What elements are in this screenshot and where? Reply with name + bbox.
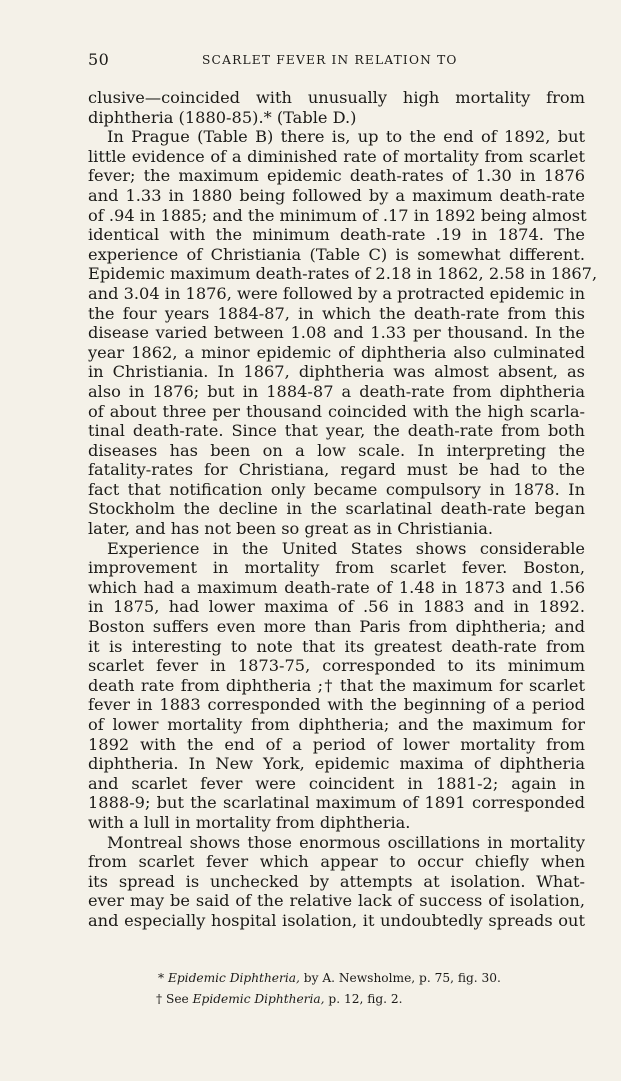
- text-line: which had a maximum death-rate of 1.48 in 1873 and 1.56: [88, 577, 585, 597]
- text-line: 1888-9; but the scarlatinal maximum of 1891 corresponded: [88, 793, 585, 813]
- footnote-2-marker: †: [156, 992, 163, 1006]
- text-line: from scarlet fever which appear to occur chiefly when: [88, 852, 585, 872]
- text-line: little evidence of a diminished rate of mortality from scarlet: [88, 146, 585, 166]
- text-line: fever in 1883 corresponded with the beginning of a period: [88, 695, 585, 715]
- text-line: and 3.04 in 1876, were followed by a protracted epidemic in: [88, 283, 585, 303]
- text-line: the four years 1884-87, in which the death-rate from this: [88, 303, 585, 323]
- text-line: ever may be said of the relative lack of success of isolation,: [88, 891, 585, 911]
- text-line: Epidemic maximum death-rates of 2.18 in 1862, 2.58 in 1867,: [88, 264, 598, 284]
- footnotes: [88, 968, 585, 1010]
- page-number: 50: [88, 50, 110, 69]
- text-line: fatality-rates for Christiana, regard must be had to the: [88, 460, 585, 480]
- text-line: improvement in mortality from scarlet fever. Boston,: [88, 558, 585, 578]
- text-line: also in 1876; but in 1884-87 a death-rate from diphtheria: [88, 381, 585, 401]
- text-line: and scarlet fever were coincident in 1881-2; again in: [88, 773, 585, 793]
- text-line: scarlet fever in 1873-75, corresponded to its minimum: [88, 656, 585, 676]
- text-line: Stockholm the decline in the scarlatinal death-rate began: [88, 499, 585, 519]
- footnote-2-prefix: See: [162, 992, 193, 1006]
- footnote-1: [88, 968, 585, 989]
- footnote-1-marker: *: [158, 971, 165, 985]
- text-line: Boston suffers even more than Paris from diphtheria; and: [88, 617, 585, 637]
- footnote-2-title: Epidemic Diphtheria,: [192, 992, 325, 1006]
- text-line: fact that notification only became compulsory in 1878. In: [88, 479, 585, 499]
- text-line: in 1875, had lower maxima of .56 in 1883 and in 1892.: [88, 597, 585, 617]
- text-line: In Prague (Table B) there is, up to the end of 1892, but: [107, 127, 585, 147]
- text-line: in Christiania. In 1867, diphtheria was almost absent, as: [88, 362, 585, 382]
- text-line: of lower mortality from diphtheria; and the maximum for: [88, 715, 585, 734]
- text-line: fever; the maximum epidemic death-rates of 1.30 in 1876: [88, 166, 585, 186]
- text-line: Montreal shows those enormous oscillations in mortality: [107, 832, 585, 852]
- running-head: SCARLET FEVER IN RELATION TO: [202, 53, 458, 67]
- text-line: tinal death-rate. Since that year, the death-rate from both: [88, 421, 585, 441]
- page-header: [88, 50, 588, 74]
- text-line: of .94 in 1885; and the minimum of .17 in 1892 being almost: [88, 205, 587, 225]
- footnote-2-text: p. 12, fig. 2.: [324, 992, 403, 1006]
- text-line: it is interesting to note that its greatest death-rate from: [88, 636, 585, 656]
- text-line: and 1.33 in 1880 being followed by a maximum death-rate: [88, 185, 585, 205]
- text-line: death rate from diphtheria ;† that the maximum for scarlet: [88, 675, 585, 695]
- text-line: year 1862, a minor epidemic of diphtheria also culminated: [88, 342, 585, 362]
- text-line: its spread is unchecked by attempts at isolation. What-: [88, 871, 585, 891]
- footnote-2: [88, 989, 585, 1010]
- text-line: disease varied between 1.08 and 1.33 per thousand. In the: [88, 323, 585, 343]
- text-line: Experience in the United States shows considerable: [107, 538, 585, 558]
- text-line: clusive—coincided with unusually high mortality from: [88, 88, 585, 107]
- text-line: diseases has been on a low scale. In interpreting the: [88, 440, 585, 460]
- body-text: [88, 88, 598, 931]
- footnote-1-text: by A. Newsholme, p. 75, fig. 30.: [299, 971, 501, 985]
- text-line: identical with the minimum death-rate .19 in 1874. The: [88, 225, 585, 245]
- text-line: diphtheria (1880-85).* (Table D.): [88, 107, 357, 127]
- footnote-1-title: Epidemic Diphtheria,: [167, 971, 300, 985]
- text-line: 1892 with the end of a period of lower mortality from: [88, 734, 585, 754]
- text-line: later, and has not been so great as in Christiania.: [88, 519, 493, 539]
- text-line: experience of Christiania (Table C) is somewhat different.: [88, 244, 585, 264]
- text-line: of about three per thousand coincided with the high scarla-: [88, 401, 585, 421]
- text-line: with a lull in mortality from diphtheria.: [88, 812, 411, 832]
- text-line: diphtheria. In New York, epidemic maxima of diphtheria: [88, 754, 585, 774]
- text-line: and especially hospital isolation, it undoubtedly spreads out: [88, 910, 585, 930]
